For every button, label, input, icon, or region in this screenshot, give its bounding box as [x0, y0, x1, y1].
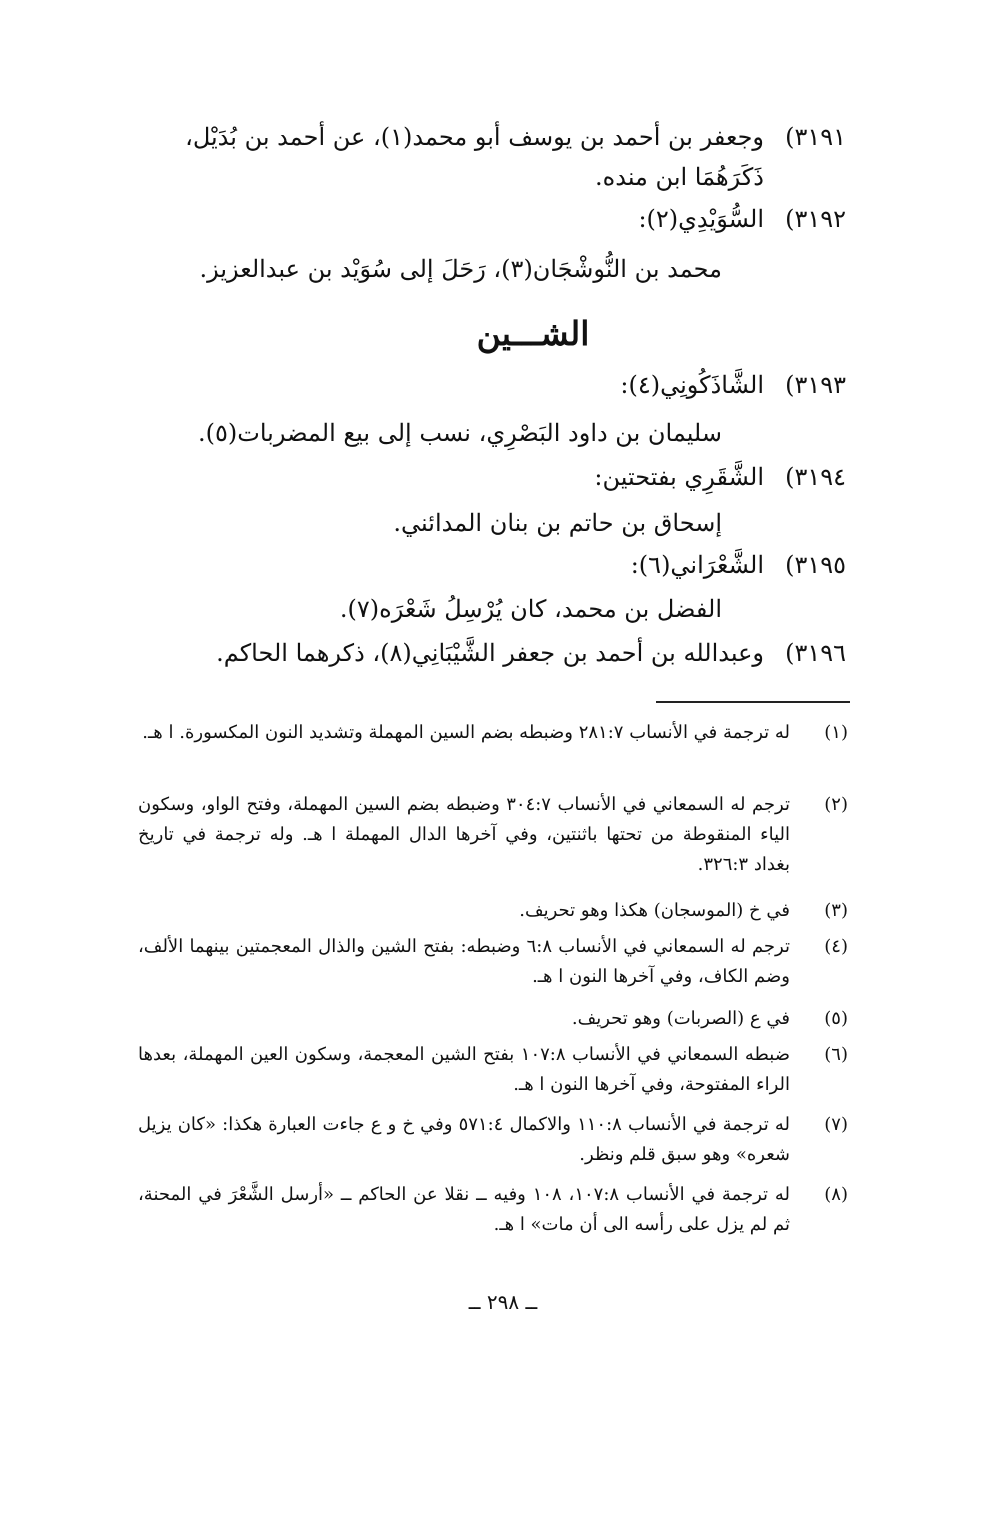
footnote-number: (٨) [824, 1184, 848, 1205]
entry-3193 [156, 364, 846, 406]
footnote-5 [138, 1004, 848, 1034]
footnote-7 [138, 1110, 848, 1170]
footnote-text: له ترجمة في الأنساب ١٠٧:٨، ١٠٨ وفيه ــ نقلا عن الحاكم ــ «أرسل الشَّعْرَ في المحنة، ثم لم يزل على رأسه الى أن مات» ا هـ. [138, 1184, 790, 1235]
entry-continuation: سليمان بن داود البَصْرِي، نسب إلى بيع المضربات(٥). [198, 419, 722, 447]
footnote-text: له ترجمة في الأنساب ١١٠:٨ والاكمال ٥٧١:٤ وفي خ و ع جاءت العبارة هكذا: «كان يزيل شعره» وهو سبق قلم ونظر. [138, 1114, 790, 1165]
footnote-text: في خ (الموسجان) هكذا وهو تحريف. [519, 900, 790, 921]
footnote-8 [138, 1180, 848, 1240]
entry-number: ٣١٩٣) [785, 371, 846, 399]
entry-continuation: ذَكَرَهُمَا ابن منده. [595, 163, 764, 191]
entry-number: ٣١٩٤) [785, 463, 846, 491]
entry-number: ٣١٩١) [785, 123, 846, 151]
footnote-text: في ع (الصربات) وهو تحريف. [571, 1008, 790, 1029]
entry-3191 [156, 116, 846, 158]
footnote-number: (٥) [824, 1008, 848, 1029]
section-heading: الشـــين [476, 314, 590, 353]
entry-continuation: محمد بن النُّوشْجَان(٣)، رَحَلَ إلى سُوَيْد بن عبدالعزيز. [199, 255, 722, 283]
footnote-number: (٤) [824, 936, 848, 957]
footnote-6 [138, 1040, 848, 1100]
footnote-text: ترجم له السمعاني في الأنساب ٣٠٤:٧ وضبطه بضم السين المهملة، وفتح الواو، وسكون الياء المنقوطة من تحتها باثنتين، وفي آخرها الدال المهملة ا هـ. وله ترجمة في تاريخ بغداد ٣٢٦:٣. [138, 794, 790, 875]
page-number: ــ ٢٩٨ ــ [468, 1290, 538, 1314]
entry-text: الشَّاذَكُونِي(٤): [620, 371, 764, 399]
entry-text: وعبدالله بن أحمد بن جعفر الشَّيْبَانِي(٨)، ذكرهما الحاكم. [216, 639, 764, 667]
entry-number: ٣١٩٦) [785, 639, 846, 667]
footnote-number: (٧) [824, 1114, 848, 1135]
entry-3192 [156, 198, 846, 240]
footnote-1 [138, 718, 848, 748]
entry-3196 [156, 632, 846, 674]
footnote-2 [138, 790, 848, 880]
footnote-3 [138, 896, 848, 926]
entry-text: السُّوَيْدِي(٢): [638, 205, 764, 233]
entry-continuation: الفضل بن محمد، كان يُرْسِلُ شَعْرَه(٧). [339, 595, 722, 623]
entry-3194 [156, 456, 846, 498]
entry-number: ٣١٩٥) [785, 551, 846, 579]
footnote-number: (٦) [824, 1044, 848, 1065]
entry-text: الشَّقَرِي بفتحتين: [594, 463, 764, 491]
footnote-text: له ترجمة في الأنساب ٢٨١:٧ وضبطه بضم السين المهملة وتشديد النون المكسورة. ا هـ. [142, 722, 790, 743]
entry-text: الشَّعْرَاني(٦): [630, 551, 764, 579]
footnote-number: (٣) [824, 900, 848, 921]
footnote-text: ترجم له السمعاني في الأنساب ٦:٨ وضبطه: بفتح الشين والذال المعجمتين بينهما الألف، وضم الكاف، وفي آخرها النون ا هـ. [138, 936, 790, 987]
footnote-4 [138, 932, 848, 992]
entry-3195 [156, 544, 846, 586]
footnote-separator [656, 701, 850, 703]
entry-text: وجعفر بن أحمد بن يوسف أبو محمد(١)، عن أحمد بن بُدَيْل، [185, 123, 764, 151]
footnote-number: (٢) [824, 794, 848, 815]
entry-number: ٣١٩٢) [785, 205, 846, 233]
entry-continuation: إسحاق بن حاتم بن بنان المدائني. [393, 509, 722, 537]
footnote-number: (١) [824, 722, 848, 743]
footnote-text: ضبطه السمعاني في الأنساب ١٠٧:٨ بفتح الشين المعجمة، وسكون العين المهملة، بعدها الراء المفتوحة، وفي آخرها النون ا هـ. [138, 1044, 790, 1095]
